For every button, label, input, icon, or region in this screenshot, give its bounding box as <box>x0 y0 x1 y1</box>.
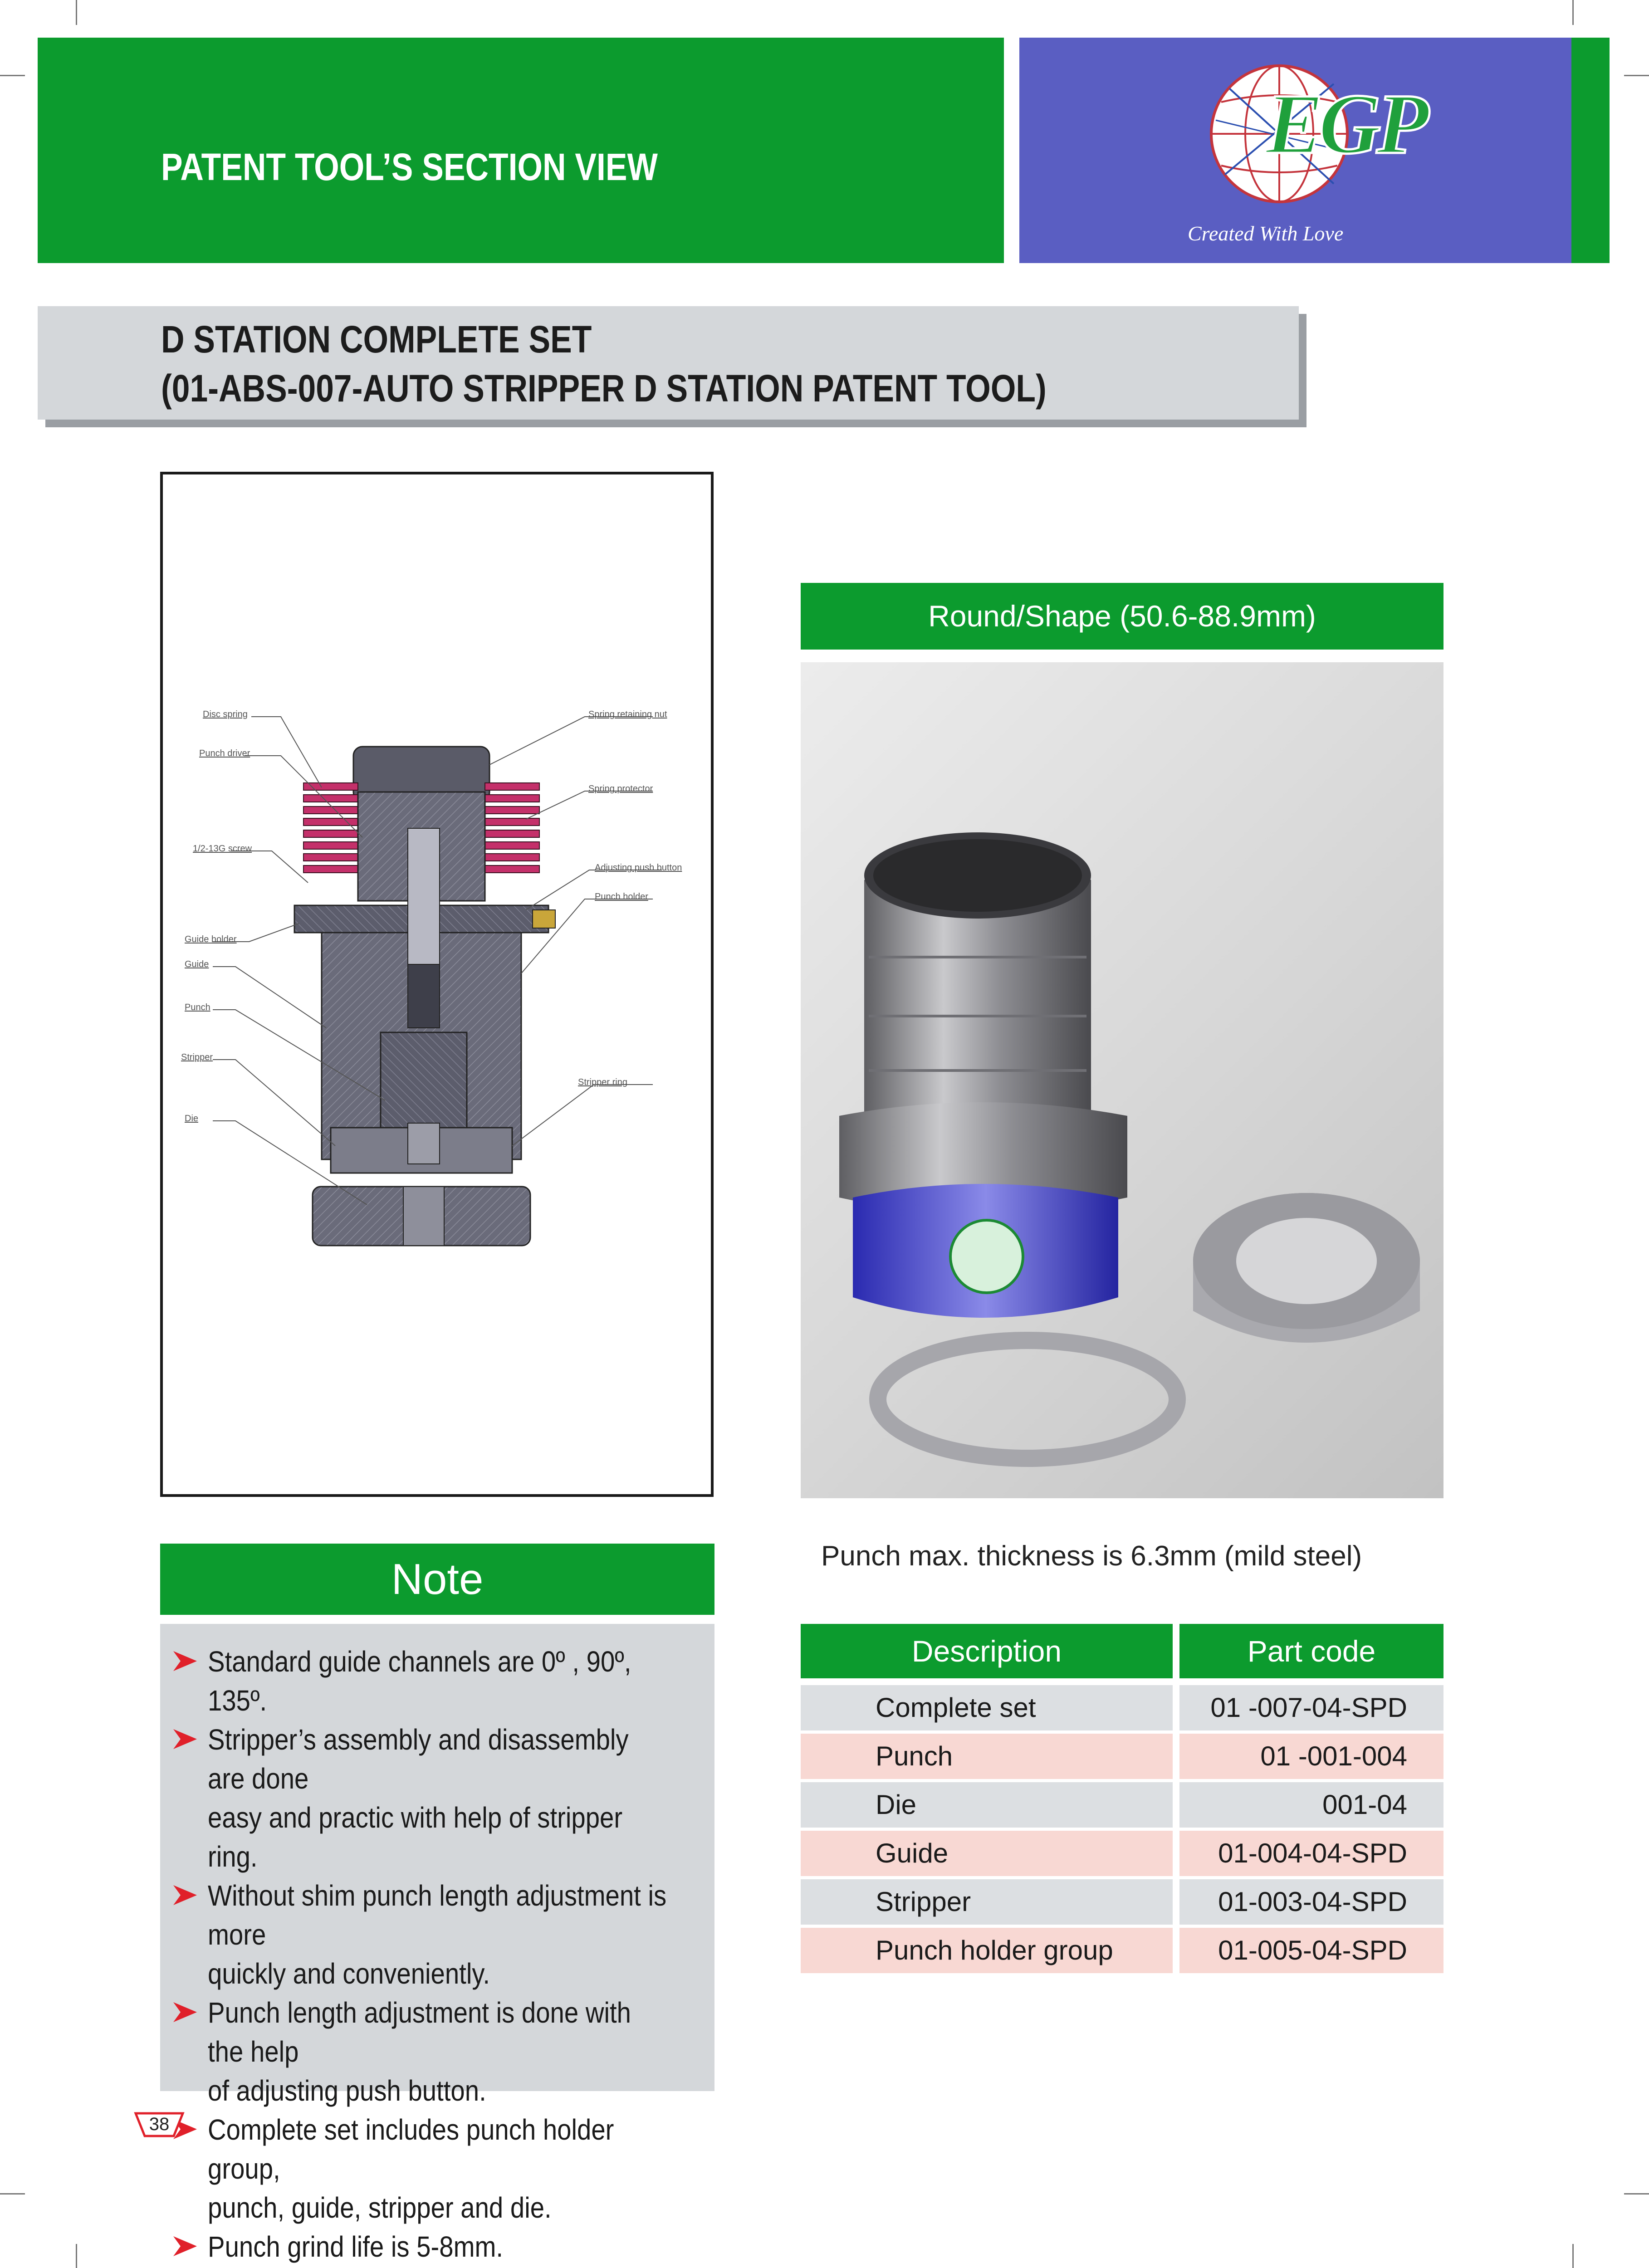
label-stripper: Stripper <box>181 1052 213 1062</box>
tagline: Created With Love <box>1188 222 1344 245</box>
note-bullet-text: Punch grind life is 5-8mm. <box>208 2230 504 2263</box>
table-row <box>801 1734 1443 1779</box>
note-panel <box>160 1624 714 2263</box>
header-strip <box>1571 38 1610 263</box>
section-title-line2: (01-ABS-007-AUTO STRIPPER D STATION PATENT TOOL) <box>161 367 1047 410</box>
row-description: Die <box>801 1782 1173 1828</box>
note-list <box>160 1642 714 2268</box>
arrow-bullet-icon <box>171 2235 199 2257</box>
row-description: Complete set <box>801 1685 1173 1730</box>
note-bullet <box>160 2227 714 2266</box>
label-punch-driver: Punch driver <box>199 748 250 758</box>
note-title: Note <box>160 1544 714 1615</box>
section-diagram-frame <box>160 472 714 1497</box>
note-bullet-text: of adjusting push button. <box>208 2074 486 2107</box>
label-punch: Punch <box>185 1002 210 1012</box>
note-bullet <box>160 1642 714 1720</box>
row-part-code: 01 -001-004 <box>1179 1734 1443 1779</box>
label-disc-spring: Disc spring <box>203 709 248 719</box>
table-row <box>801 1685 1443 1730</box>
page-title: PATENT TOOL’S SECTION VIEW <box>161 146 658 188</box>
arrow-bullet-icon <box>171 1650 199 1672</box>
row-description: Stripper <box>801 1879 1173 1925</box>
note-bullet-text: quickly and conveniently. <box>208 1957 490 1990</box>
note-bullet-text: punch, guide, stripper and die. <box>208 2191 552 2224</box>
label-guide-holder: Guide holder <box>185 934 237 944</box>
label-stripper-ring: Stripper ring <box>578 1077 627 1087</box>
table-row <box>801 1928 1443 1973</box>
row-part-code: 001-04 <box>1179 1782 1443 1828</box>
crop-mark <box>1624 2193 1649 2195</box>
logo-text: EGP <box>1266 77 1424 172</box>
note-bullet <box>160 2110 714 2227</box>
label-guide: Guide <box>185 959 209 969</box>
punch-thickness-caption: Punch max. thickness is 6.3mm (mild steel) <box>821 1540 1362 1572</box>
section-diagram <box>163 474 711 1494</box>
label-spring-protector: Spring protector <box>588 784 653 794</box>
note-bullet-text: Stripper’s assembly and disassembly are done <box>208 1723 629 1795</box>
note-bullet <box>160 1993 714 2110</box>
shape-range-bar: Round/Shape (50.6-88.9mm) <box>801 583 1443 650</box>
crop-mark <box>1572 2244 1574 2268</box>
note-bullet <box>160 1876 714 1993</box>
label-die: Die <box>185 1114 199 1124</box>
note-bullet-text: Without shim punch length adjustment is more <box>208 1879 667 1951</box>
row-description: Punch holder group <box>801 1928 1173 1973</box>
row-description: Punch <box>801 1734 1173 1779</box>
table-header-description: Description <box>801 1624 1173 1678</box>
note-bullet-text: Punch length adjustment is done with the help <box>208 1996 631 2068</box>
note-bullet-text: easy and practic with help of stripper ring. <box>208 1801 623 1873</box>
label-spring-retaining-nut: Spring retaining nut <box>588 709 667 719</box>
row-part-code: 01-005-04-SPD <box>1179 1928 1443 1973</box>
label-punch-holder: Punch holder <box>595 892 648 902</box>
punch-holder-icon <box>801 662 1443 1498</box>
arrow-bullet-icon <box>171 1884 199 1906</box>
row-description: Guide <box>801 1831 1173 1876</box>
note-bullet-text: Standard guide channels are 0º , 90º, 135º. <box>208 1645 631 1717</box>
row-part-code: 01 -007-04-SPD <box>1179 1685 1443 1730</box>
crop-mark <box>1624 75 1649 76</box>
label-adjusting-push-button: Adjusting push button <box>595 863 682 873</box>
crop-mark <box>0 75 25 76</box>
row-part-code: 01-003-04-SPD <box>1179 1879 1443 1925</box>
crop-mark <box>76 0 77 25</box>
crop-mark <box>1572 0 1574 25</box>
note-bullet <box>160 2266 714 2268</box>
note-bullet-text <box>208 2266 667 2268</box>
table-row <box>801 1831 1443 1876</box>
table-row <box>801 1782 1443 1828</box>
row-part-code: 01-004-04-SPD <box>1179 1831 1443 1876</box>
table-row <box>801 1879 1443 1925</box>
page-number: 38 <box>149 2114 170 2134</box>
arrow-bullet-icon <box>171 1728 199 1750</box>
note-bullet <box>160 1720 714 1876</box>
crop-mark <box>0 2193 25 2195</box>
section-title-line1: D STATION COMPLETE SET <box>161 318 592 361</box>
crop-mark <box>76 2244 77 2268</box>
table-header-part-code: Part code <box>1179 1624 1443 1678</box>
arrow-bullet-icon <box>171 2001 199 2023</box>
note-bullet-text: Complete set includes punch holder group, <box>208 2113 614 2185</box>
label-screw: 1/2-13G screw <box>193 844 252 854</box>
product-photo <box>801 662 1443 1498</box>
